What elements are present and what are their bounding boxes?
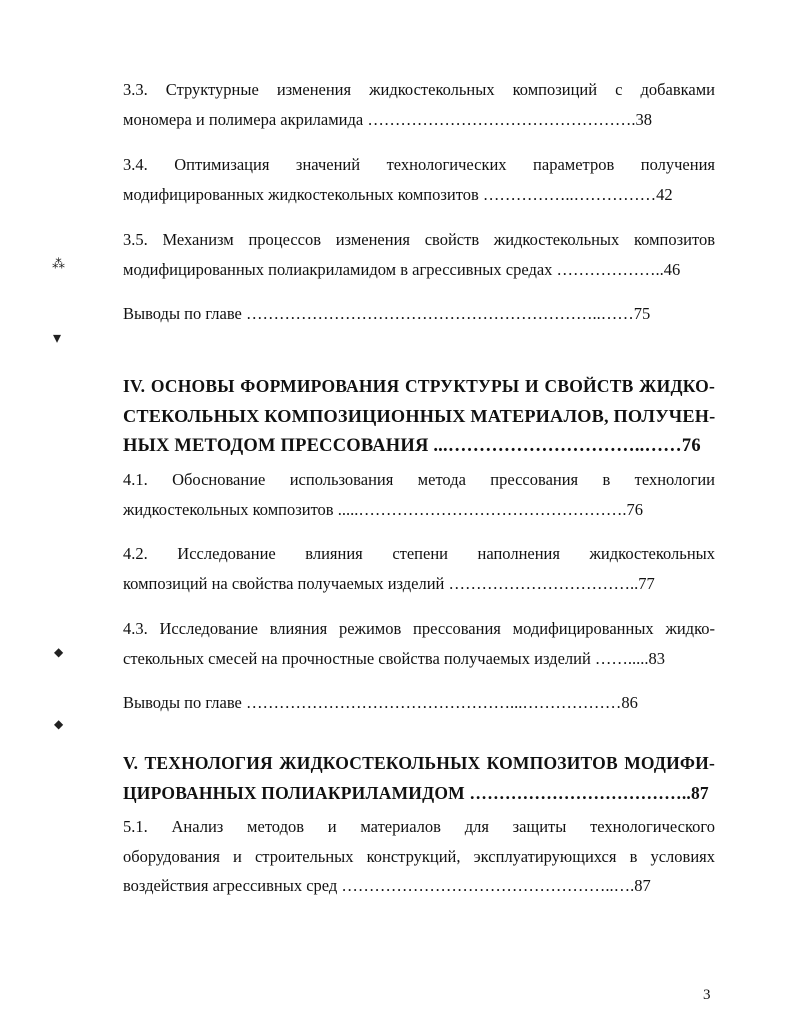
- toc-chapter-5-line-2: ЦИРОВАННЫХ ПОЛИАКРИЛАМИДОМ ………………………………..87: [123, 783, 709, 803]
- toc-entry-4-3-line-2: стекольных смесей на прочностные свойства получаемых изделий …….....83: [123, 649, 666, 668]
- toc-entry-5-1-line-2: оборудования и строительных конструкций, эксплуатирующихся в условиях: [123, 847, 715, 866]
- toc-chapter-4-line-1: IV. ОСНОВЫ ФОРМИРОВАНИЯ СТРУКТУРЫ И СВОЙСТВ ЖИДКО-: [123, 376, 715, 396]
- toc-entry-3-4-line-2: модифицированных жидкостекольных композитов ……………..……………42: [123, 185, 673, 204]
- toc-chapter-4-line-2: СТЕКОЛЬНЫХ КОМПОЗИЦИОННЫХ МАТЕРИАЛОВ, ПОЛУЧЕН-: [123, 406, 716, 426]
- toc-entry-4-2-line-1: 4.2. Исследование влияния степени наполнения жидкостекольных: [123, 544, 715, 563]
- toc-entry-5-1-line-3: воздействия агрессивных сред …………………………………………..….87: [123, 876, 651, 895]
- toc-chapter-5-line-1: V. ТЕХНОЛОГИЯ ЖИДКОСТЕКОЛЬНЫХ КОМПОЗИТОВ МОДИФИ-: [123, 753, 715, 773]
- toc-entry-3-3-line-2: мономера и полимера акриламида ………………………………………….38: [123, 110, 652, 129]
- toc-entry-4-3-line-1: 4.3. Исследование влияния режимов прессования модифицированных жидко-: [123, 619, 715, 638]
- toc-entry-3-4-line-1: 3.4. Оптимизация значений технологических параметров получения: [123, 155, 715, 174]
- toc-entry-4-2-line-2: композиций на свойства получаемых изделий ……………………………..77: [123, 574, 655, 593]
- toc-entry-5-1-line-1: 5.1. Анализ методов и материалов для защиты технологического: [123, 817, 715, 836]
- toc-chapter-4-line-3: НЫХ МЕТОДОМ ПРЕССОВАНИЯ ...…………………………..……76: [123, 436, 701, 456]
- scan-speck: ◆: [54, 645, 64, 659]
- toc-entry-4-1-line-2: жидкостекольных композитов .....………………………………………….76: [123, 500, 643, 519]
- toc-entry-3-5-line-1: 3.5. Механизм процессов изменения свойств жидкостекольных композитов: [123, 230, 715, 249]
- toc-entry-3-3-line-1: 3.3. Структурные изменения жидкостекольных композиций с добавками: [123, 80, 715, 99]
- toc-entry-3-5-line-2: модифицированных полиакриламидом в агрессивных средах ………………..46: [123, 260, 681, 279]
- scan-speck: ▾: [53, 328, 62, 347]
- scan-speck: ⁂: [52, 257, 65, 272]
- toc-entry-chapter4-conclusions: Выводы по главе …………………………………………...………………86: [123, 693, 638, 712]
- toc-entry-chapter3-conclusions: Выводы по главе ………………………………………………………..……75: [123, 304, 651, 323]
- toc-entry-4-1-line-1: 4.1. Обоснование использования метода прессования в технологии: [123, 470, 715, 489]
- scan-speck: ◆: [54, 717, 64, 731]
- page-number: 3: [703, 987, 711, 1003]
